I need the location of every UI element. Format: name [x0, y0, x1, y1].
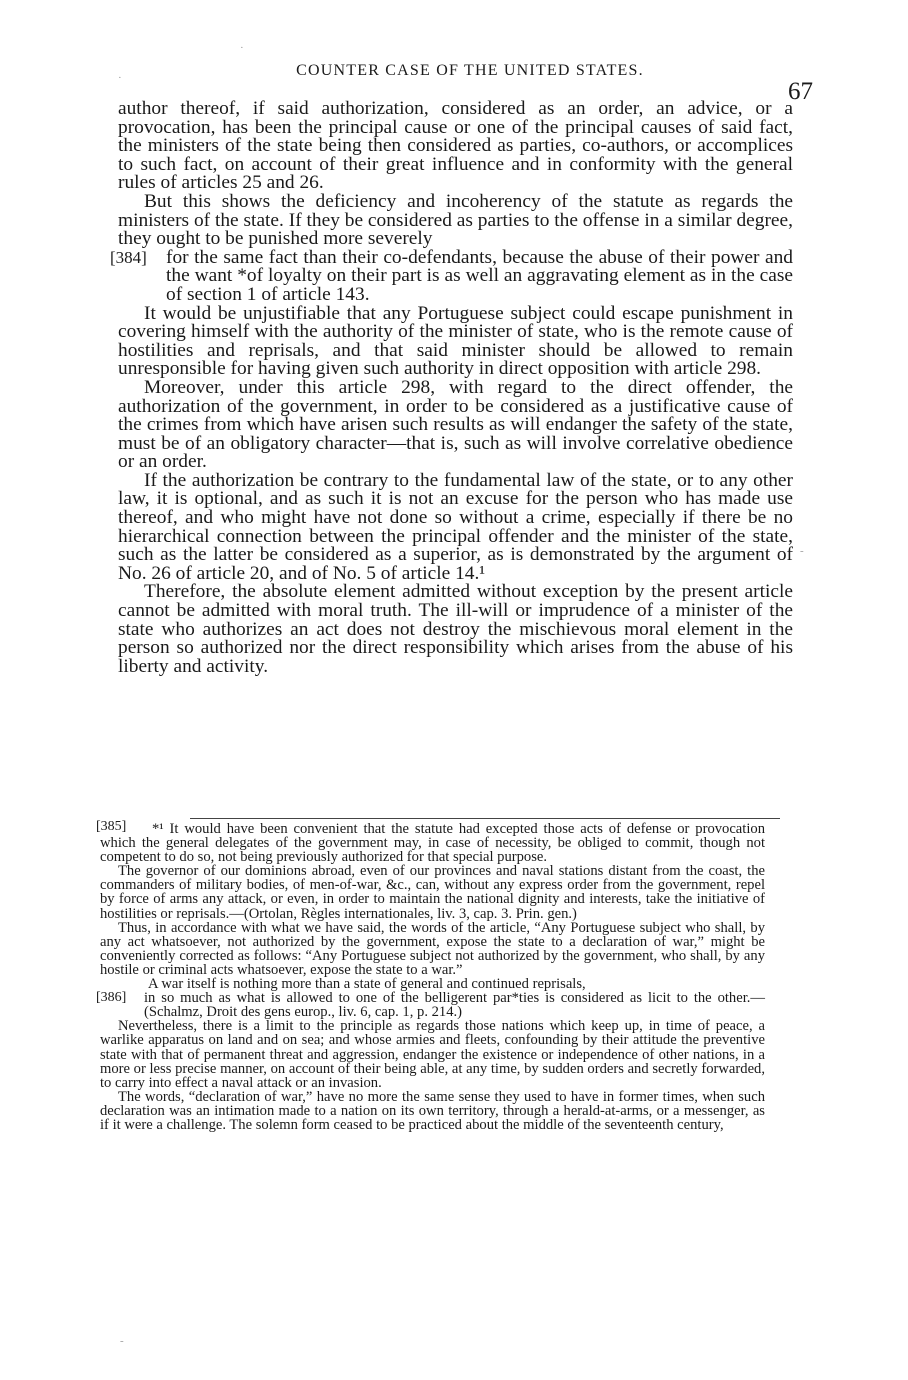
running-title: COUNTER CASE OF THE UNITED STATES. [296, 62, 644, 79]
paragraph-5: If the authorization be contrary to the fundamental law of the state, or to any other law, it is optional, and as such it is not an excuse for the person who has made use thereof, and who might have not done so without a crime, especially if there be no hierarchical connection between the principal offender and the minister of the state, such as the latter be considered as a superior, as is demonstrated by the argument of No. 26 of article 20, and of No. 5 of article 14.¹ [118, 469, 793, 584]
page-number: 67 [788, 78, 813, 105]
scan-speck: - [800, 545, 804, 557]
paragraph-6: Therefore, the absolute element admitted without exception by the present article cannot be admitted with moral truth. The ill-will or imprudence of a minister of the state who authorizes an act does not destroy the mischievous moral element in the person so authorized nor the direct responsibility which arises from the abuse of his liberty and activity. [118, 581, 793, 677]
footnote-paragraph-4 [96, 976, 765, 1021]
paragraph-4: Moreover, under this article 298, with regard to the direct offender, the authorization of the government, in order to be considered as a justificative cause of the crimes from which have arisen such results as will endanger the safety of the state, must be of an obligatory character—that is, such as will involve correlative obedience or an order. [118, 376, 793, 473]
footnote-4-part-a: A war itself is nothing more than a state of general and continued reprisals, [148, 976, 586, 993]
footnote-margin-ref: [385] [96, 819, 127, 834]
footnote-paragraph-3: Thus, in accordance with what we have said, the words of the article, “Any Portuguese subject who shall, by any act whatsoever, not authorized by the government, expose the state to a declaration of war,” might be conveniently corrected as follows: “Any Portuguese subject not authorized by the government, who shall, by any hostile or criminal acts whatsoever, expose the state to a war.” [100, 919, 765, 978]
footnote-divider [190, 818, 780, 819]
footnote-paragraph-6: The words, “declaration of war,” have no more the same sense they used to have in former times, when such declaration was an intimation made to a nation on its own territory, through a herald-at-arms, or a messenger, as if it were a challenge. The solemn form ceased to be practiced about the middle of the seventeenth century, [100, 1088, 765, 1133]
footnotes [96, 819, 765, 1133]
scan-speck: - [120, 1335, 124, 1347]
paragraph-2 [110, 190, 793, 305]
footnote-paragraph-5: Nevertheless, there is a limit to the principle as regards those nations which keep up, in time of peace, a warlike apparatus on land and on sea; and whose armies and fleets, confounding by their attitude the preventive state with that of permanent threat and aggression, endanger the existence or independence of other nations, in a more or less precise manner, on account of their being able, at any time, by sudden orders and secretly forwarded, to carry into effect a naval attack or an invasion. [100, 1018, 765, 1091]
paragraph-1: author thereof, if said authorization, considered as an order, an advice, or a provocation, has been the principal cause or one of the principal causes of said fact, the ministers of the state being then considered as parties, co-authors, or accomplices to such fact, on account of their great influence and in conformity with the general rules of articles 25 and 26. [118, 98, 793, 194]
footnote-1 [96, 819, 765, 866]
paragraph-3: It would be unjustifiable that any Portuguese subject could escape punishment in covering himself with the authority of the minister of state, who is the remote cause of hostilities and reprisals, and that said minister should be allowed to remain unresponsible for having given such authority in direct opposition with article 298. [118, 302, 793, 380]
scan-speck: · [240, 42, 244, 54]
footnote-1-text: *¹ It would have been convenient that the statute had excepted those acts of defense or provocation which the general delegates of the government may, in case of necessity, be obliged to commit, though not competent to do so, not being previously authorized for that special purpose. [100, 821, 765, 866]
paragraph-2-part-a: But this shows the deficiency and incoherency of the statute as regards the ministers of the state. If they be considered as parties to the offense in a similar degree, they ought to be punished more severely [118, 190, 793, 250]
margin-page-ref: [384] [110, 247, 147, 267]
main-text [110, 98, 793, 677]
footnote-paragraph-2: The governor of our dominions abroad, even of our provinces and naval stations distant from the coast, the commanders of military bodies, of men-of-war, &c., can, without any express order from the government, repel by force of arms any attack, or even, in order to maintain the national dignity and interests, take the initiative of hostilities or reprisals.—(Ortolan, Règles internationales, liv. 3, cap. 3. Prin. gen.) [100, 863, 765, 922]
paragraph-2-part-b: for the same fact than their co-defendants, because the abuse of their power and the want *of loyalty on their part is as well an aggravating element as in the case of section 1 of article 143. [166, 246, 793, 305]
scan-speck: · [118, 72, 122, 84]
footnote-4-part-b: in so much as what is allowed to one of the belligerent par*ties is considered as licit to the other.—(Schalmz, Droit des gens europ., liv. 6, cap. 1, p. 214.) [144, 990, 765, 1021]
footnote-margin-ref: [386] [96, 990, 127, 1006]
